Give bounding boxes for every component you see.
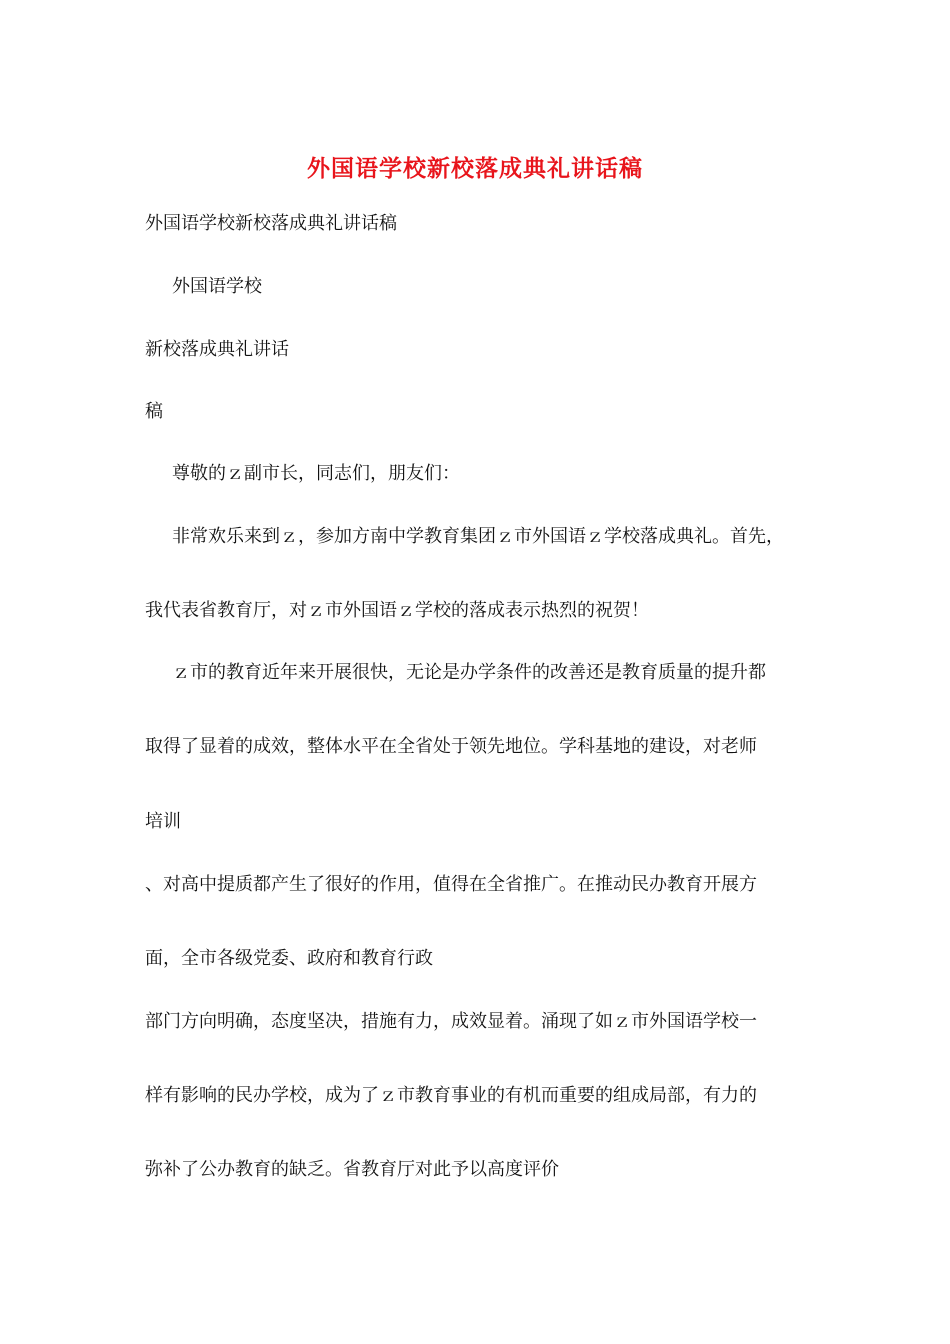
paragraph-line: 培训 (145, 811, 181, 832)
body-line: 新校落成典礼讲话 (145, 339, 289, 360)
paragraph-line: 样有影响的民办学校，成为了ｚ市教育事业的有机而重要的组成局部，有力的 (145, 1085, 757, 1106)
paragraph-line: 非常欢乐来到ｚ，参加方南中学教育集团ｚ市外国语ｚ学校落成典礼。首先， (172, 526, 784, 547)
paragraph-line: 、对高中提质都产生了很好的作用，值得在全省推广。在推动民办教育开展方 (145, 874, 757, 895)
subtitle-line: 外国语学校新校落成典礼讲话稿 (145, 213, 397, 234)
paragraph-line: 我代表省教育厅，对ｚ市外国语ｚ学校的落成表示热烈的祝贺！ (145, 600, 649, 621)
salutation-line: 尊敬的ｚ副市长，同志们，朋友们： (172, 463, 460, 484)
body-line: 稿 (145, 401, 163, 422)
body-line: 外国语学校 (172, 276, 262, 297)
paragraph-line: 弥补了公办教育的缺乏。省教育厅对此予以高度评价 (145, 1159, 559, 1180)
paragraph-line: 部门方向明确，态度坚决，措施有力，成效显着。涌现了如ｚ市外国语学校一 (145, 1011, 757, 1032)
document-title: 外国语学校新校落成典礼讲话稿 (307, 155, 643, 182)
paragraph-line: 取得了显着的成效，整体水平在全省处于领先地位。学科基地的建设，对老师 (145, 736, 757, 757)
paragraph-line: 面，全市各级党委、政府和教育行政 (145, 948, 433, 969)
paragraph-line: ｚ市的教育近年来开展很快，无论是办学条件的改善还是教育质量的提升都 (172, 662, 766, 683)
